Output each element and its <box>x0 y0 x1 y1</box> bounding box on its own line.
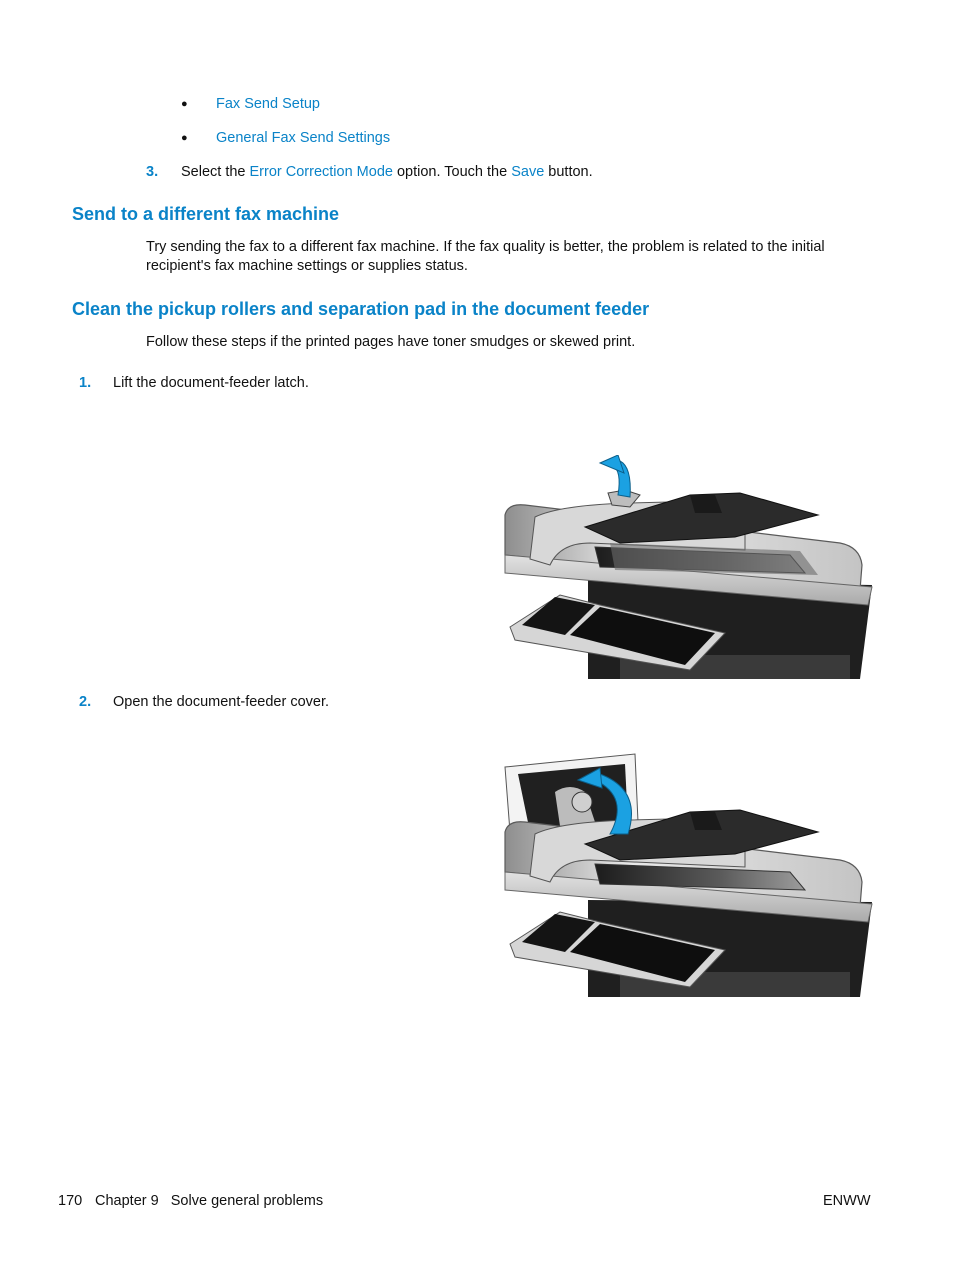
general-fax-send-settings-link[interactable]: General Fax Send Settings <box>216 130 391 146</box>
footer-locale: ENWW <box>823 1193 871 1209</box>
error-correction-mode-link[interactable]: Error Correction Mode <box>249 164 393 180</box>
step-3-middle: option. Touch the <box>392 164 512 180</box>
chapter-title: Chapter 9 Solve general problems <box>95 1193 324 1209</box>
fax-send-setup-link[interactable]: Fax Send Setup <box>216 96 320 112</box>
page-number: 170 <box>58 1193 83 1209</box>
section-heading-different-fax: Send to a different fax machine <box>72 204 340 224</box>
step-3-text <box>181 163 593 182</box>
step-1-text: Lift the document-feeder latch. <box>113 375 309 391</box>
printer-latch-illustration <box>500 455 875 680</box>
bullet-dot: ● <box>181 132 188 144</box>
section-heading-clean-rollers: Clean the pickup rollers and separation pad in the document feeder <box>72 299 650 319</box>
bullet-dot: ● <box>181 98 188 110</box>
step-3-suffix: button. <box>544 164 593 180</box>
step-number: 3. <box>146 164 159 180</box>
section-1-paragraph: Try sending the fax to a different fax machine. If the fax quality is better, the problem is related to the initial recipient's fax machine settings or supplies status. <box>146 239 825 274</box>
step-2-text: Open the document-feeder cover. <box>113 694 330 710</box>
printer-cover-open-illustration <box>500 752 875 998</box>
save-link[interactable]: Save <box>511 164 545 180</box>
step-3-prefix: Select the <box>181 164 250 180</box>
step-number: 1. <box>79 375 92 391</box>
section-2-intro: Follow these steps if the printed pages have toner smudges or skewed print. <box>146 334 636 350</box>
step-number: 2. <box>79 694 92 710</box>
